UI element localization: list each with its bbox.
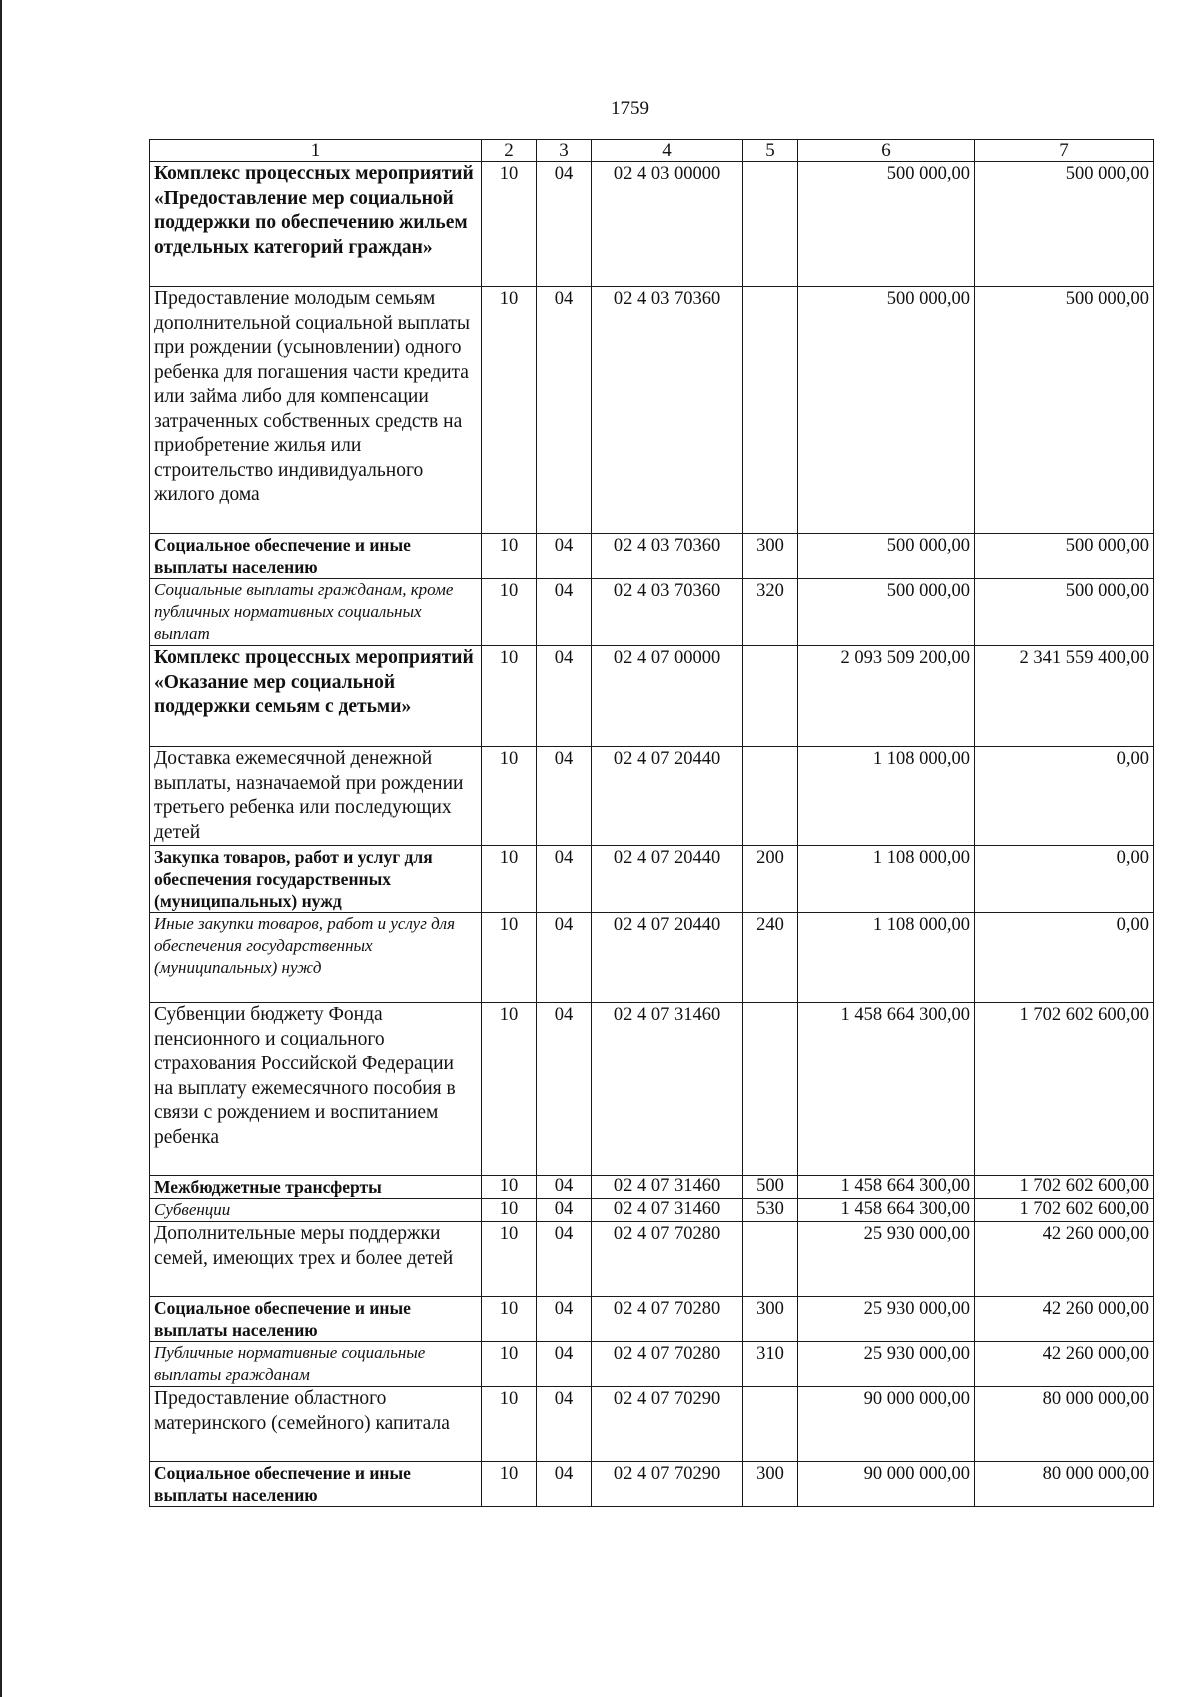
- amount-col7: 80 000 000,00: [975, 1387, 1154, 1462]
- section-code: 10: [482, 1387, 537, 1462]
- expense-type-code: 320: [743, 579, 798, 646]
- row-name: Доставка ежемесячной денежной выплаты, назначаемой при рождении третьего ребенка или последующих детей: [150, 747, 482, 846]
- subsection-code: 04: [537, 1387, 592, 1462]
- subsection-code: 04: [537, 1297, 592, 1342]
- table-row: [150, 287, 1154, 534]
- target-article-code: 02 4 07 20440: [592, 846, 743, 913]
- section-code: 10: [482, 1297, 537, 1342]
- amount-col7: 500 000,00: [975, 579, 1154, 646]
- expense-type-code: [743, 287, 798, 534]
- section-code: 10: [482, 913, 537, 1003]
- amount-col7: 1 702 602 600,00: [975, 1003, 1154, 1176]
- row-name: Комплекс процессных мероприятий «Предоставление мер социальной поддержки по обеспечению жильем отдельных категорий граждан»: [150, 162, 482, 287]
- table-row: [150, 1222, 1154, 1297]
- amount-col7: 42 260 000,00: [975, 1297, 1154, 1342]
- amount-col6: 1 458 664 300,00: [798, 1003, 975, 1176]
- section-code: 10: [482, 1462, 537, 1507]
- amount-col6: 500 000,00: [798, 579, 975, 646]
- table-header-row: [150, 140, 1154, 162]
- expense-type-code: 500: [743, 1176, 798, 1199]
- target-article-code: 02 4 07 70280: [592, 1342, 743, 1387]
- subsection-code: 04: [537, 534, 592, 579]
- table-row: [150, 1176, 1154, 1199]
- target-article-code: 02 4 07 70280: [592, 1222, 743, 1297]
- target-article-code: 02 4 03 70360: [592, 287, 743, 534]
- expense-type-code: 240: [743, 913, 798, 1003]
- amount-col7: 500 000,00: [975, 534, 1154, 579]
- amount-col6: 500 000,00: [798, 534, 975, 579]
- subsection-code: 04: [537, 1462, 592, 1507]
- expense-type-code: 200: [743, 846, 798, 913]
- target-article-code: 02 4 07 31460: [592, 1199, 743, 1222]
- amount-col6: 500 000,00: [798, 162, 975, 287]
- row-name: Комплекс процессных мероприятий «Оказание мер социальной поддержки семьям с детьми»: [150, 646, 482, 747]
- header-cell: 7: [975, 140, 1154, 162]
- subsection-code: 04: [537, 913, 592, 1003]
- amount-col6: 1 458 664 300,00: [798, 1199, 975, 1222]
- row-name: Социальное обеспечение и иные выплаты населению: [150, 534, 482, 579]
- table-row: [150, 1462, 1154, 1507]
- amount-col7: 0,00: [975, 846, 1154, 913]
- table-row: [150, 162, 1154, 287]
- subsection-code: 04: [537, 287, 592, 534]
- row-name: Закупка товаров, работ и услуг для обеспечения государственных (муниципальных) нужд: [150, 846, 482, 913]
- row-name: Межбюджетные трансферты: [150, 1176, 482, 1199]
- expense-type-code: [743, 1387, 798, 1462]
- target-article-code: 02 4 07 00000: [592, 646, 743, 747]
- amount-col6: 1 108 000,00: [798, 747, 975, 846]
- target-article-code: 02 4 03 70360: [592, 534, 743, 579]
- subsection-code: 04: [537, 846, 592, 913]
- amount-col7: 1 702 602 600,00: [975, 1199, 1154, 1222]
- section-code: 10: [482, 287, 537, 534]
- expense-type-code: 530: [743, 1199, 798, 1222]
- section-code: 10: [482, 747, 537, 846]
- amount-col6: 500 000,00: [798, 287, 975, 534]
- section-code: 10: [482, 1222, 537, 1297]
- budget-table: [149, 139, 1154, 1507]
- section-code: 10: [482, 1342, 537, 1387]
- subsection-code: 04: [537, 579, 592, 646]
- expense-type-code: [743, 1003, 798, 1176]
- section-code: 10: [482, 1176, 537, 1199]
- expense-type-code: 300: [743, 1462, 798, 1507]
- target-article-code: 02 4 07 31460: [592, 1003, 743, 1176]
- subsection-code: 04: [537, 646, 592, 747]
- page-edge: [0, 0, 2, 1697]
- row-name: Социальные выплаты гражданам, кроме публичных нормативных социальных выплат: [150, 579, 482, 646]
- header-cell: 3: [537, 140, 592, 162]
- table-row: [150, 1342, 1154, 1387]
- subsection-code: 04: [537, 1003, 592, 1176]
- header-cell: 4: [592, 140, 743, 162]
- row-name: Предоставление молодым семьям дополнительной социальной выплаты при рождении (усыновлении) одного ребенка для погашения части кредита или займа либо для компенсации затраченных собственных средств на приобретение жилья или строительство индивидуального жилого дома: [150, 287, 482, 534]
- amount-col7: 500 000,00: [975, 162, 1154, 287]
- target-article-code: 02 4 07 31460: [592, 1176, 743, 1199]
- row-name: Иные закупки товаров, работ и услуг для обеспечения государственных (муниципальных) нужд: [150, 913, 482, 1003]
- target-article-code: 02 4 07 20440: [592, 913, 743, 1003]
- table-row: [150, 1199, 1154, 1222]
- row-name: Субвенции бюджету Фонда пенсионного и социального страхования Российской Федерации на выплату ежемесячного пособия в связи с рождением и воспитанием ребенка: [150, 1003, 482, 1176]
- section-code: 10: [482, 646, 537, 747]
- table-row: [150, 579, 1154, 646]
- amount-col7: 0,00: [975, 747, 1154, 846]
- subsection-code: 04: [537, 1342, 592, 1387]
- amount-col6: 90 000 000,00: [798, 1462, 975, 1507]
- section-code: 10: [482, 579, 537, 646]
- target-article-code: 02 4 07 20440: [592, 747, 743, 846]
- section-code: 10: [482, 534, 537, 579]
- target-article-code: 02 4 07 70280: [592, 1297, 743, 1342]
- amount-col7: 42 260 000,00: [975, 1222, 1154, 1297]
- expense-type-code: [743, 646, 798, 747]
- table-row: [150, 1003, 1154, 1176]
- amount-col6: 25 930 000,00: [798, 1342, 975, 1387]
- subsection-code: 04: [537, 1222, 592, 1297]
- subsection-code: 04: [537, 1176, 592, 1199]
- header-cell: 6: [798, 140, 975, 162]
- target-article-code: 02 4 03 70360: [592, 579, 743, 646]
- header-cell: 5: [743, 140, 798, 162]
- table-row: [150, 846, 1154, 913]
- section-code: 10: [482, 1199, 537, 1222]
- amount-col7: 500 000,00: [975, 287, 1154, 534]
- expense-type-code: [743, 162, 798, 287]
- amount-col7: 1 702 602 600,00: [975, 1176, 1154, 1199]
- header-cell: 1: [150, 140, 482, 162]
- target-article-code: 02 4 07 70290: [592, 1462, 743, 1507]
- amount-col7: 42 260 000,00: [975, 1342, 1154, 1387]
- row-name: Дополнительные меры поддержки семей, имеющих трех и более детей: [150, 1222, 482, 1297]
- amount-col6: 90 000 000,00: [798, 1387, 975, 1462]
- table-row: [150, 913, 1154, 1003]
- table-row: [150, 1387, 1154, 1462]
- subsection-code: 04: [537, 1199, 592, 1222]
- expense-type-code: 300: [743, 534, 798, 579]
- page-number: 1759: [611, 98, 649, 119]
- table-row: [150, 534, 1154, 579]
- amount-col6: 1 108 000,00: [798, 913, 975, 1003]
- row-name: Социальное обеспечение и иные выплаты населению: [150, 1297, 482, 1342]
- expense-type-code: [743, 747, 798, 846]
- target-article-code: 02 4 03 00000: [592, 162, 743, 287]
- amount-col6: 1 458 664 300,00: [798, 1176, 975, 1199]
- table-row: [150, 747, 1154, 846]
- amount-col6: 25 930 000,00: [798, 1297, 975, 1342]
- expense-type-code: [743, 1222, 798, 1297]
- amount-col7: 0,00: [975, 913, 1154, 1003]
- row-name: Субвенции: [150, 1199, 482, 1222]
- amount-col6: 25 930 000,00: [798, 1222, 975, 1297]
- amount-col6: 1 108 000,00: [798, 846, 975, 913]
- row-name: Публичные нормативные социальные выплаты гражданам: [150, 1342, 482, 1387]
- section-code: 10: [482, 846, 537, 913]
- expense-type-code: 310: [743, 1342, 798, 1387]
- amount-col7: 2 341 559 400,00: [975, 646, 1154, 747]
- subsection-code: 04: [537, 162, 592, 287]
- row-name: Предоставление областного материнского (семейного) капитала: [150, 1387, 482, 1462]
- row-name: Социальное обеспечение и иные выплаты населению: [150, 1462, 482, 1507]
- subsection-code: 04: [537, 747, 592, 846]
- target-article-code: 02 4 07 70290: [592, 1387, 743, 1462]
- table-row: [150, 1297, 1154, 1342]
- amount-col7: 80 000 000,00: [975, 1462, 1154, 1507]
- header-cell: 2: [482, 140, 537, 162]
- amount-col6: 2 093 509 200,00: [798, 646, 975, 747]
- section-code: 10: [482, 162, 537, 287]
- expense-type-code: 300: [743, 1297, 798, 1342]
- section-code: 10: [482, 1003, 537, 1176]
- table-row: [150, 646, 1154, 747]
